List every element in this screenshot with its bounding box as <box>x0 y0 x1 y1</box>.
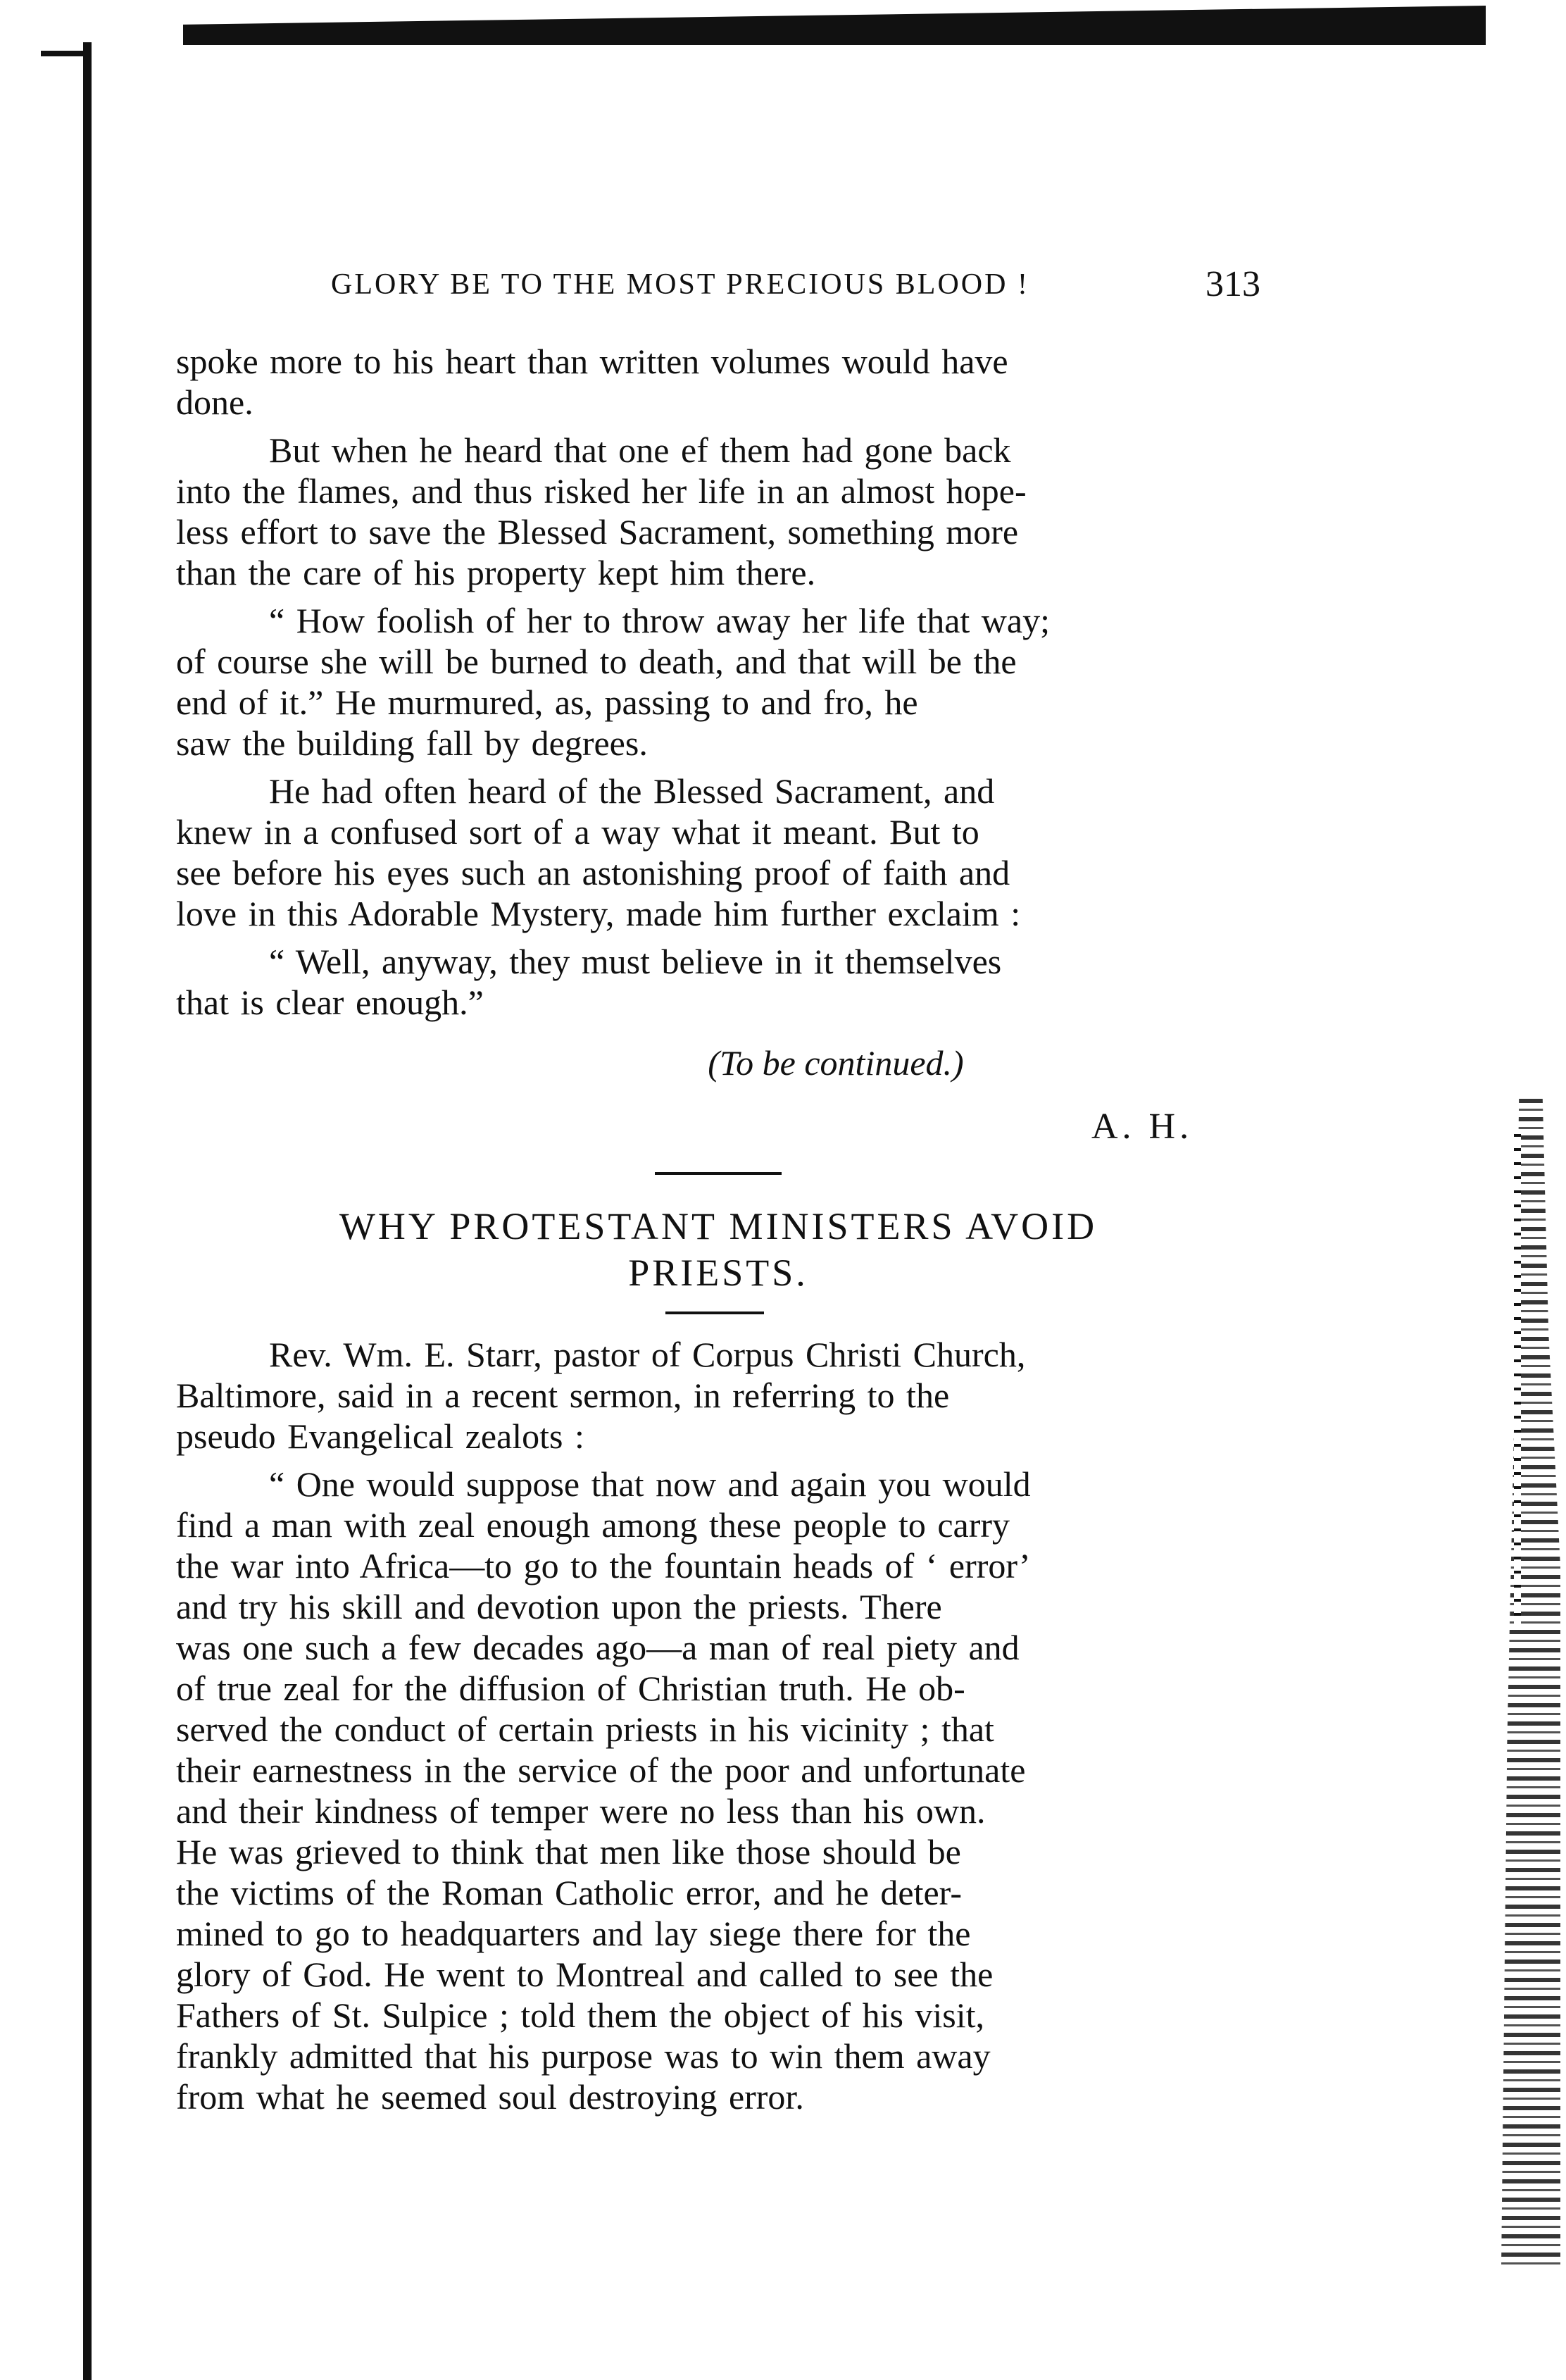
text-line: spoke more to his heart than written volumes would have <box>176 342 1008 381</box>
author-initials: A. H. <box>1091 1107 1194 1147</box>
text-line: was one such a few decades ago—a man of real piety and <box>176 1628 1020 1667</box>
text-line: into the flames, and thus risked her life in an almost hope- <box>176 471 1027 511</box>
text-line: that is clear enough.” <box>176 983 484 1022</box>
text-line: their earnestness in the service of the poor and unfortunate <box>176 1750 1026 1790</box>
text-line: and try his skill and devotion upon the priests. There <box>176 1587 942 1626</box>
text-line: the war into Africa—to go to the fountain heads of ‘ error’ <box>176 1546 1031 1585</box>
text-line: mined to go to headquarters and lay siege there for the <box>176 1914 971 1953</box>
text-line: end of it.” He murmured, as, passing to and fro, he <box>176 683 918 722</box>
text-line: done. <box>176 382 253 422</box>
text-line: glory of God. He went to Montreal and called to see the <box>176 1955 994 1994</box>
text-line: Rev. Wm. E. Starr, pastor of Corpus Christi Church, <box>269 1335 1026 1374</box>
text-line: “ One would suppose that now and again you would <box>269 1464 1031 1504</box>
running-title: GLORY BE TO THE MOST PRECIOUS BLOOD ! <box>331 268 1029 301</box>
text-line: saw the building fall by degrees. <box>176 723 648 763</box>
section-divider <box>655 1172 782 1175</box>
article-title-line-1: WHY PROTESTANT MINISTERS AVOID <box>339 1205 1098 1247</box>
text-line: Baltimore, said in a recent sermon, in referring to the <box>176 1376 950 1415</box>
text-line: frankly admitted that his purpose was to win them away <box>176 2036 991 2076</box>
text-line: served the conduct of certain priests in his vicinity ; that <box>176 1709 994 1749</box>
text-line: But when he heard that one ef them had gone back <box>269 430 1011 470</box>
title-divider <box>665 1312 764 1314</box>
scan-right-edge-noise <box>1501 1099 1560 2268</box>
text-line: find a man with zeal enough among these people to carry <box>176 1505 1010 1545</box>
text-line: “ How foolish of her to throw away her life that way; <box>269 601 1050 640</box>
text-line: of course she will be burned to death, and that will be the <box>176 642 1017 681</box>
article-title-line-2: PRIESTS. <box>628 1252 808 1294</box>
text-line: pseudo Evangelical zealots : <box>176 1416 584 1456</box>
text-line: see before his eyes such an astonishing proof of faith and <box>176 853 1010 892</box>
text-line: love in this Adorable Mystery, made him further exclaim : <box>176 894 1021 933</box>
text-line: “ Well, anyway, they must believe in it themselves <box>269 942 1002 981</box>
page-number: 313 <box>1205 264 1260 304</box>
text-line: and their kindness of temper were no less than his own. <box>176 1791 986 1831</box>
text-line: Fathers of St. Sulpice ; told them the object of his visit, <box>176 1995 985 2035</box>
text-line: the victims of the Roman Catholic error, and he deter- <box>176 1873 962 1912</box>
scan-top-border <box>183 6 1486 45</box>
text-line: He had often heard of the Blessed Sacrament, and <box>269 771 995 811</box>
text-line: than the care of his property kept him there. <box>176 553 816 592</box>
scan-right-specks <box>1514 1134 1521 1627</box>
text-line: He was grieved to think that men like those should be <box>176 1832 961 1871</box>
scan-left-tick <box>41 51 83 56</box>
text-line: less effort to save the Blessed Sacrament, something more <box>176 512 1019 552</box>
text-line: knew in a confused sort of a way what it meant. But to <box>176 812 979 852</box>
to-be-continued: (To be continued.) <box>708 1043 964 1083</box>
scan-left-border <box>83 42 92 2380</box>
text-line: of true zeal for the diffusion of Christian truth. He ob- <box>176 1669 965 1708</box>
text-line: from what he seemed soul destroying error. <box>176 2077 804 2117</box>
running-header <box>331 264 1260 310</box>
